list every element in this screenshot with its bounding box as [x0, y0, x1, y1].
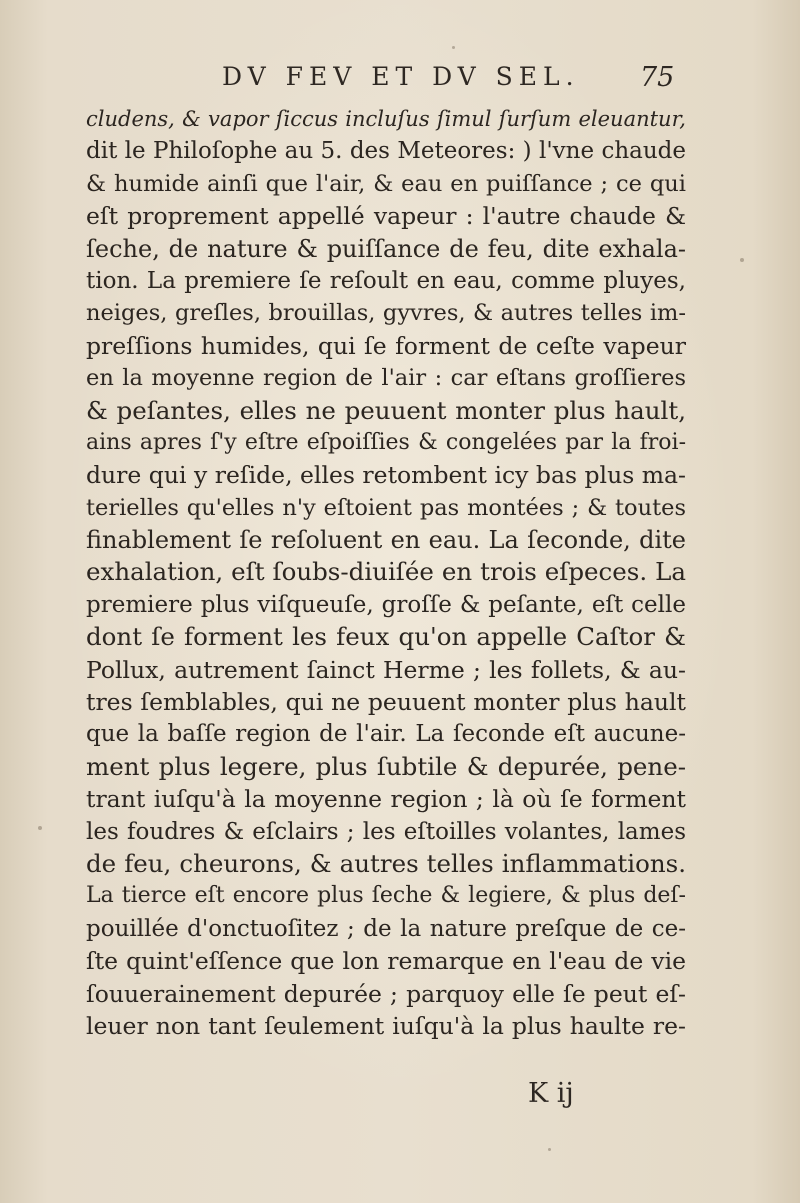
text-line: ains apres ſ'y eſtre eſpoiſſies & congelées par la froi- — [86, 429, 686, 455]
text-line: neiges, greſles, brouillas, gyvres, & autres telles im- — [86, 300, 686, 327]
text-line: de feu, cheurons, & autres telles inflammations. — [86, 848, 686, 878]
text-line: en la moyenne region de l'air : car eſtans groſſieres — [86, 365, 686, 392]
text-line: Pollux, autrement ſainct Herme ; les follets, & au- — [86, 655, 686, 684]
text-line: ſouuerainement depurée ; parquoy elle ſe peut eſ- — [86, 979, 686, 1008]
text-line: cludens, & vapor ſiccus incluſus ſimul ſurſum eleuantur, — [86, 107, 686, 131]
text-line: exhalation, eſt ſoubs-diuiſée en trois eſpeces. La — [86, 557, 686, 587]
text-line: tres ſemblables, qui ne peuuent monter plus hault — [86, 688, 686, 717]
text-line: dont ſe forment les feux qu'on appelle Caſtor & — [86, 622, 686, 652]
signature-mark: K ij — [528, 1078, 574, 1109]
paper-speck — [38, 826, 42, 830]
text-line: & humide ainſi que l'air, & eau en puiſſance ; ce qui — [86, 170, 686, 197]
text-line: preſſions humides, qui ſe forment de ceſte vapeur — [86, 331, 686, 360]
paper-speck — [452, 46, 455, 49]
text-line: eſt proprement appellé vapeur : l'autre chaude & — [86, 202, 686, 231]
text-line: les foudres & eſclairs ; les eſtoilles volantes, lames — [86, 818, 686, 845]
running-head: DV FEV ET DV SEL. — [222, 62, 580, 91]
text-line: finablement ſe reſoluent en eau. La ſeconde, dite — [86, 526, 686, 555]
page-number: 75 — [640, 62, 675, 93]
text-line: dure qui y reſide, elles retombent icy bas plus ma- — [86, 461, 686, 490]
text-line: ment plus legere, plus ſubtile & depurée, pene- — [86, 751, 686, 781]
text-line: dit le Philoſophe au 5. des Meteores: ) l'vne chaude — [86, 138, 686, 165]
text-line: & peſantes, elles ne peuuent monter plus hault, — [86, 395, 686, 425]
text-line: ſte quint'eſſence que lon remarque en l'eau de vie — [86, 947, 686, 976]
paper-speck — [548, 1148, 551, 1151]
paper-speck — [740, 258, 744, 262]
text-line: tion. La premiere ſe reſoult en eau, comme pluyes, — [86, 267, 686, 294]
text-line: pouillée d'onctuoſitez ; de la nature preſque de ce- — [86, 915, 686, 942]
page-header — [0, 62, 800, 102]
text-line: ſeche, de nature & puiſſance de feu, dite exhala- — [86, 234, 686, 263]
text-line: terielles qu'elles n'y eſtoient pas montées ; & toutes — [86, 494, 686, 521]
text-line: trant iuſqu'à la moyenne region ; là où ſe forment — [86, 785, 686, 814]
text-line: que la baſſe region de l'air. La ſeconde eſt aucune- — [86, 721, 686, 748]
text-line: La tierce eſt encore plus ſeche & legiere, & plus deſ- — [86, 883, 686, 909]
text-line: premiere plus viſqueuſe, groſſe & peſante, eſt celle — [86, 591, 686, 618]
text-line: leuer non tant ſeulement iuſqu'à la plus haulte re- — [86, 1011, 686, 1040]
body-text — [86, 103, 686, 1042]
